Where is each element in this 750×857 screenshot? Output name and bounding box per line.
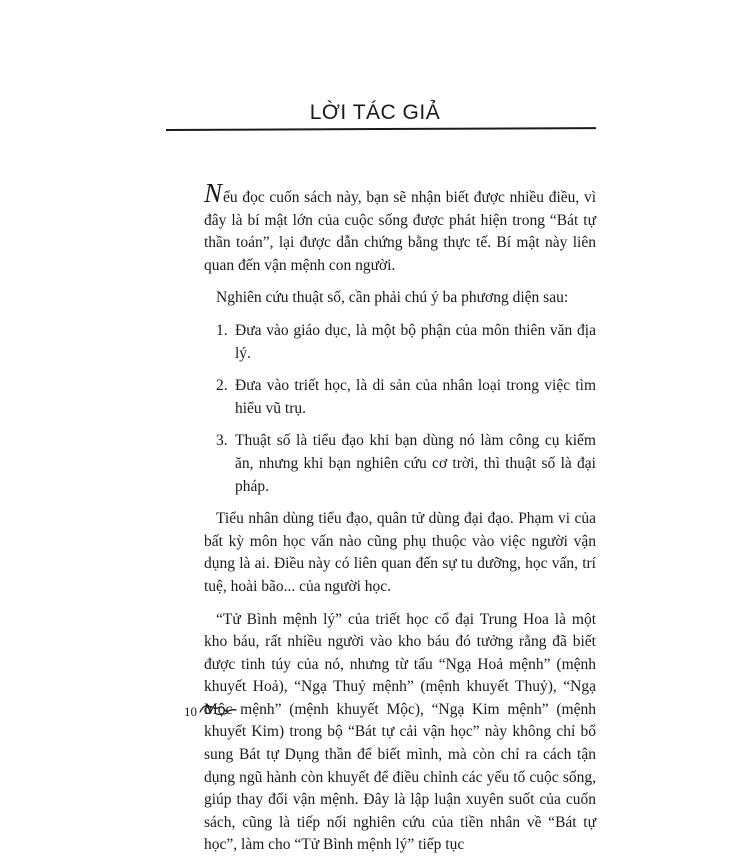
- list-item: [216, 320, 596, 365]
- aspect-list: [204, 320, 596, 498]
- paragraph-tu-binh: “Tử Bình mệnh lý” của triết học cổ đại Trung Hoa là một kho báu, rất nhiều người vào kho báu đó tưởng rằng đã biết được tinh túy của nó, nhưng từ tấu “Ngạ Hoả mệnh” (mệnh khuyết Hoả), “Ngạ Thuỷ mệnh” (mệnh khuyết Thuỷ), “Ngạ Mộc mệnh” (mệnh khuyết Mộc), “Ngạ Kim mệnh” (mệnh khuyết Kim) trong bộ “Bát tự cải vận học” này không chỉ bổ sung Bát tự Dụng thần để biết mình, mà còn chỉ ra cách tận dụng ngũ hành còn khuyết để điều chỉnh các yếu tố cuộc sống, giúp thay đổi vận mệnh. Đây là lập luận xuyên suốt của cuốn sách, cũng là tiếp nối nghiên cứu của tiền nhân về “Bát tự học”, làm cho “Tử Bình mệnh lý” tiếp tục: [204, 609, 596, 857]
- list-item: [216, 375, 596, 420]
- page-footer: [184, 700, 238, 723]
- flourish-ornament-icon: [198, 700, 238, 723]
- page-number: 10: [184, 704, 197, 720]
- header-rule: [166, 127, 596, 131]
- paragraph-tieu-nhan: Tiểu nhân dùng tiểu đạo, quân tử dùng đại đạo. Phạm vi của bất kỳ môn học vấn nào cũng phụ thuộc vào việc người vận dụng là ai. Điều này có liên quan đến sự tu dưỡng, học vấn, trí tuệ, hoài bão... của người học.: [204, 508, 596, 598]
- list-item-text: Đưa vào giáo dục, là một bộ phận của môn thiên văn địa lý.: [235, 320, 596, 365]
- list-item-number: 2.: [216, 375, 235, 420]
- paragraph-aspects: Nghiên cứu thuật số, cần phải chú ý ba phương diện sau:: [204, 287, 596, 310]
- page-body: [204, 184, 596, 857]
- list-item: [216, 430, 596, 498]
- list-item-number: 1.: [216, 320, 235, 365]
- drop-cap: N: [204, 184, 222, 202]
- list-item-text: Đưa vào triết học, là di sản của nhân loại trong việc tìm hiểu vũ trụ.: [235, 375, 596, 420]
- paragraph-intro-text: ếu đọc cuốn sách này, bạn sẽ nhận biết được nhiều điều, vì đây là bí mật lớn của cuộc sống được phát hiện trong “Bát tự thần toán”, lại được dẫn chứng bằng thực tế. Bí mật này liên quan đến vận mệnh con người.: [204, 189, 596, 274]
- list-item-text: Thuật số là tiểu đạo khi bạn dùng nó làm công cụ kiếm ăn, nhưng khi bạn nghiên cứu cơ trời, thì thuật số là đại pháp.: [235, 430, 596, 498]
- paragraph-intro: [204, 184, 596, 277]
- chapter-title: LỜI TÁC GIẢ: [0, 101, 750, 125]
- list-item-number: 3.: [216, 430, 235, 498]
